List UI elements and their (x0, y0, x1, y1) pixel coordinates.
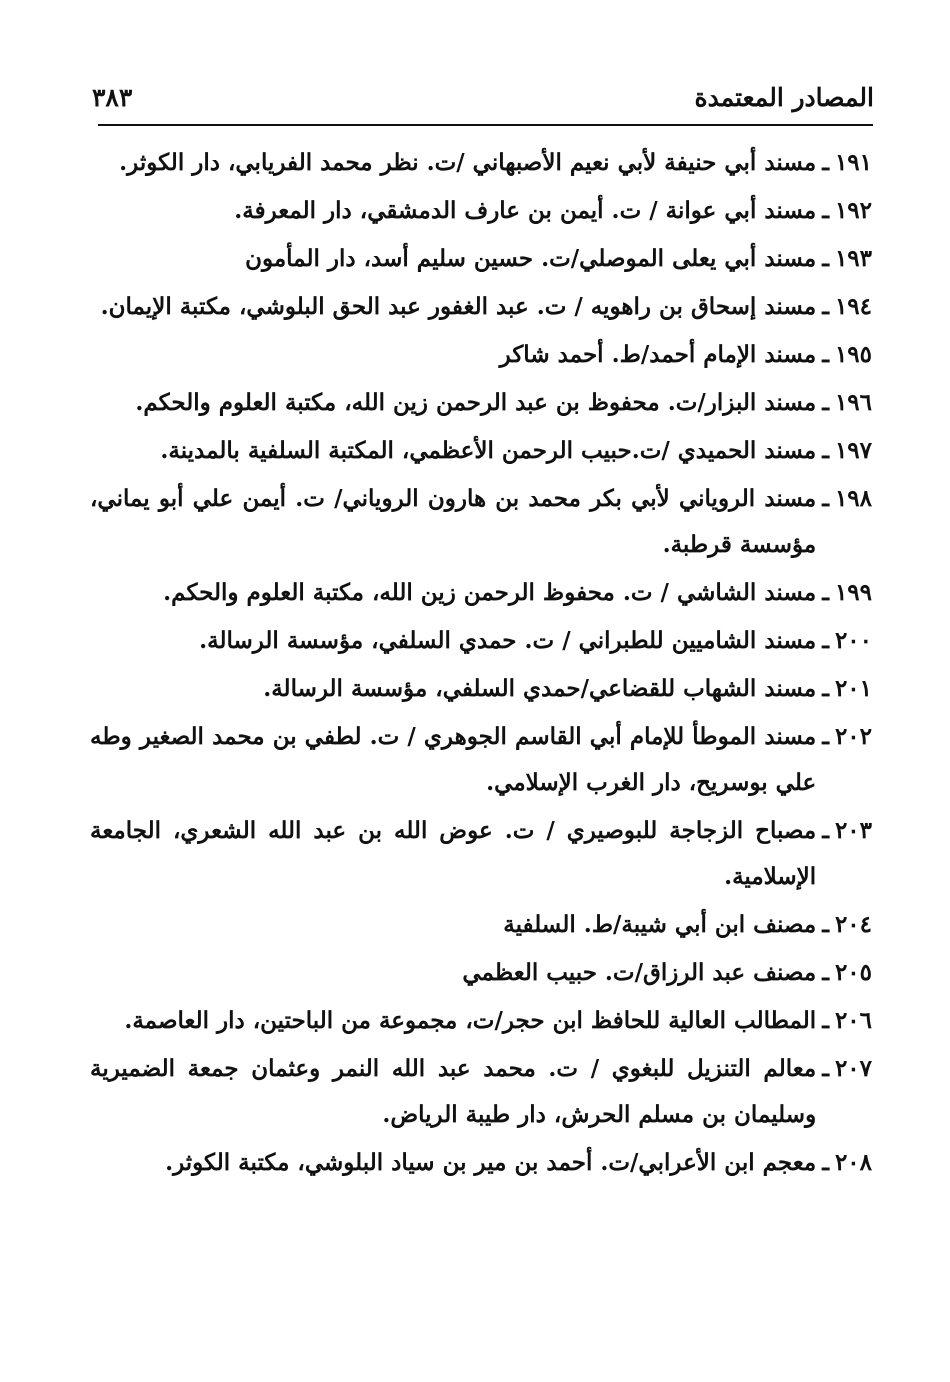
entry-separator: ـ (822, 245, 829, 272)
entry-number: ١٩٧ (834, 437, 872, 464)
entry-separator: ـ (822, 149, 829, 176)
entry-separator: ـ (822, 293, 829, 320)
entry-separator: ـ (822, 485, 829, 512)
entry-separator: ـ (822, 1055, 829, 1082)
entry-text: معجم ابن الأعرابي/ت. أحمد بن مير بن سياد البلوشي، مكتبة الكوثر. (165, 1149, 817, 1176)
entry-number: ١٩٩ (834, 579, 872, 606)
bibliography-entry (90, 236, 872, 282)
entry-separator: ـ (822, 197, 829, 224)
entry-text: مسند أبي عوانة / ت. أيمن بن عارف الدمشقي، دار المعرفة. (234, 197, 817, 224)
header-rule (98, 124, 873, 126)
entry-text: مصنف عبد الرزاق/ت. حبيب العظمي (462, 959, 817, 986)
entry-separator: ـ (822, 627, 829, 654)
entry-text: مسند أبي حنيفة لأبي نعيم الأصبهاني /ت. نظر محمد الفريابي، دار الكوثر. (119, 149, 817, 176)
bibliography-entry (90, 618, 872, 664)
bibliography-entry (90, 1140, 872, 1186)
bibliography-entry (90, 188, 872, 234)
bibliography-entry (90, 950, 872, 996)
entry-number: ١٩٢ (834, 197, 872, 224)
running-title: المصادر المعتمدة (694, 83, 874, 112)
page-number: ٣٨٣ (92, 83, 133, 112)
bibliography-entry (90, 570, 872, 616)
entry-text: مصنف ابن أبي شيبة/ط. السلفية (503, 911, 817, 938)
bibliography-entry (90, 714, 872, 806)
entry-separator: ـ (822, 1007, 829, 1034)
bibliography-entry (90, 998, 872, 1044)
entry-number: ٢٠٨ (834, 1149, 872, 1176)
entry-number: ٢٠٦ (834, 1007, 872, 1034)
entry-text: مسند الموطأ للإمام أبي القاسم الجوهري / ت. لطفي بن محمد الصغير وطه علي بوسريح، دار الغرب الإسلامي. (90, 723, 817, 796)
entry-text: المطالب العالية للحافظ ابن حجر/ت، مجموعة من الباحتين، دار العاصمة. (124, 1007, 817, 1034)
entry-number: ٢٠٣ (834, 817, 872, 844)
bibliography-entry (90, 284, 872, 330)
entry-number: ٢٠٢ (834, 723, 872, 750)
entry-text: مسند الشهاب للقضاعي/حمدي السلفي، مؤسسة الرسالة. (263, 675, 817, 702)
entry-separator: ـ (822, 817, 829, 844)
entry-number: ٢٠٥ (834, 959, 872, 986)
bibliography-entry (90, 380, 872, 426)
bibliography-entry (90, 666, 872, 712)
bibliography-entry (90, 808, 872, 900)
bibliography-entry (90, 902, 872, 948)
entry-separator: ـ (822, 959, 829, 986)
entry-separator: ـ (822, 437, 829, 464)
bibliography-list (90, 140, 872, 1188)
bibliography-entry (90, 476, 872, 568)
bibliography-entry (90, 140, 872, 186)
entry-number: ٢٠٤ (834, 911, 872, 938)
entry-text: مسند أبي يعلى الموصلي/ت. حسين سليم أسد، دار المأمون (245, 245, 817, 272)
entry-text: مسند الشاميين للطبراني / ت. حمدي السلفي، مؤسسة الرسالة. (199, 627, 817, 654)
entry-text: مسند البزار/ت. محفوظ بن عبد الرحمن زين الله، مكتبة العلوم والحكم. (135, 389, 817, 416)
entry-number: ٢٠٧ (834, 1055, 872, 1082)
page-header (92, 74, 874, 114)
entry-separator: ـ (822, 1149, 829, 1176)
bibliography-entry (90, 332, 872, 378)
entry-separator: ـ (822, 911, 829, 938)
bibliography-entry (90, 428, 872, 474)
entry-number: ١٩٥ (834, 341, 872, 368)
entry-separator: ـ (822, 579, 829, 606)
entry-number: ١٩٣ (834, 245, 872, 272)
entry-separator: ـ (822, 389, 829, 416)
entry-number: ١٩٨ (834, 485, 872, 512)
entry-text: معالم التنزيل للبغوي / ت. محمد عبد الله النمر وعثمان جمعة الضميرية وسليمان بن مسلم الحرش، دار طيبة الرياض. (90, 1055, 817, 1128)
entry-text: مسند إسحاق بن راهويه / ت. عبد الغفور عبد الحق البلوشي، مكتبة الإيمان. (100, 293, 817, 320)
entry-separator: ـ (822, 675, 829, 702)
entry-text: مصباح الزجاجة للبوصيري / ت. عوض الله بن عبد الله الشعري، الجامعة الإسلامية. (90, 817, 817, 890)
entry-text: مسند الروياني لأبي بكر محمد بن هارون الروياني/ ت. أيمن علي أبو يماني، مؤسسة قرطبة. (90, 485, 817, 558)
entry-number: ٢٠١ (834, 675, 872, 702)
entry-number: ٢٠٠ (834, 627, 872, 654)
entry-text: مسند الشاشي / ت. محفوظ الرحمن زين الله، مكتبة العلوم والحكم. (163, 579, 817, 606)
entry-text: مسند الإمام أحمد/ط. أحمد شاكر (499, 341, 817, 368)
entry-number: ١٩١ (834, 149, 872, 176)
entry-separator: ـ (822, 341, 829, 368)
bibliography-entry (90, 1046, 872, 1138)
entry-separator: ـ (822, 723, 829, 750)
entry-number: ١٩٦ (834, 389, 872, 416)
entry-text: مسند الحميدي /ت.حبيب الرحمن الأعظمي، المكتبة السلفية بالمدينة. (160, 437, 817, 464)
entry-number: ١٩٤ (834, 293, 872, 320)
